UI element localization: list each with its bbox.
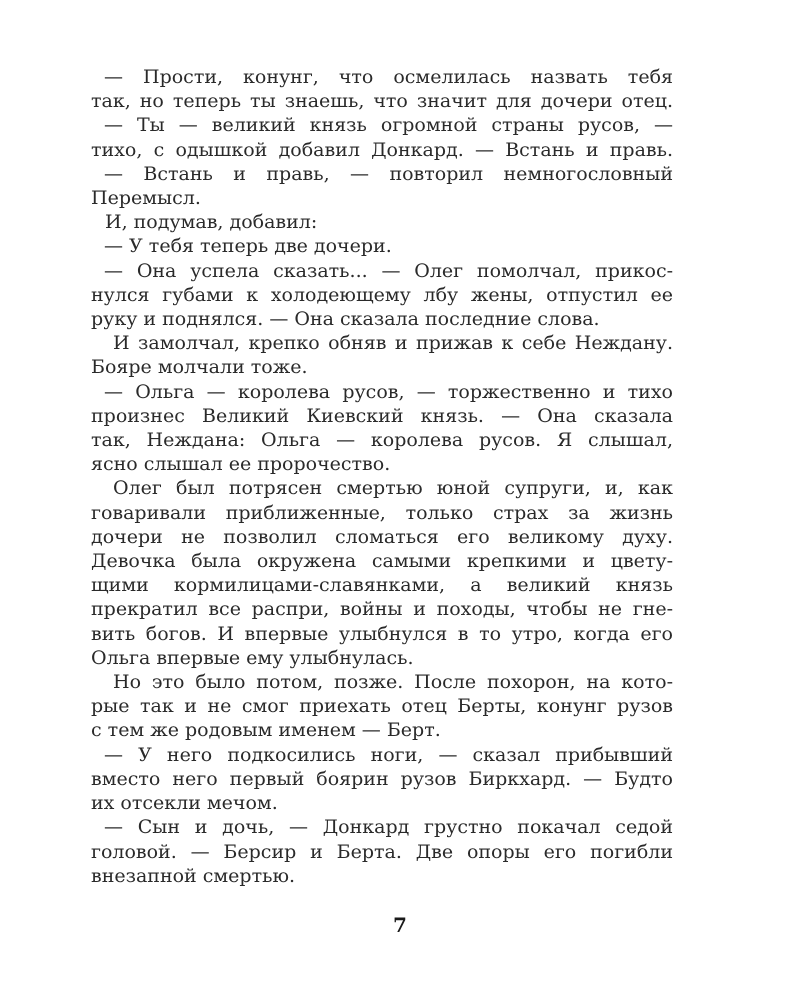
- text-line: их отсекли мечом.: [91, 792, 278, 815]
- text-line: внезапной смертью.: [91, 864, 296, 887]
- text-line: так, Неждана: Ольга — королева русов. Я слышал,: [91, 429, 673, 452]
- text-line: — Прости, конунг, что осмелилась назвать тебя: [104, 66, 673, 88]
- text-line: дочери не позволил сломаться его великому духу.: [91, 525, 673, 548]
- text-line: руку и поднялся. — Она сказала последние слова.: [91, 308, 600, 331]
- text-line: И, подумав, добавил:: [105, 211, 318, 234]
- text-line: так, но теперь ты знаешь, что значит для дочери отец.: [91, 90, 673, 113]
- text-line: Ольга впервые ему улыбнулась.: [91, 646, 414, 669]
- text-line: Бояре молчали тоже.: [91, 356, 308, 379]
- text-line: Олег был потрясен смертью юной супруги, и, как: [113, 477, 673, 500]
- text-line: вить богов. И впервые улыбнулся в то утро, когда его: [91, 622, 673, 645]
- page-number: 7: [393, 913, 407, 937]
- text-line: головой. — Берсир и Берта. Две опоры его погибли: [91, 840, 673, 863]
- body-text: [91, 65, 673, 888]
- text-line: — Встань и правь, — повторил немногословный: [104, 162, 673, 185]
- text-line: тихо, с одышкой добавил Донкард. — Встань и правь.: [91, 138, 673, 161]
- text-line: вместо него первый боярин рузов Биркхард. — Будто: [91, 767, 673, 790]
- text-line: говаривали приближенные, только страх за жизнь: [91, 501, 673, 524]
- text-line: прекратил все распри, войны и походы, чтобы не гне-: [91, 598, 673, 621]
- text-line: — Она успела сказать... — Олег помолчал, прикос-: [104, 259, 673, 282]
- text-line: — Ольга — королева русов, — торжественно и тихо: [104, 380, 673, 403]
- text-line: Перемысл.: [91, 187, 201, 210]
- text-line: ясно слышал ее пророчество.: [91, 453, 391, 476]
- text-line: — У него подкосились ноги, — сказал прибывший: [104, 743, 673, 766]
- text-line: щими кормилицами-славянками, а великий князь: [91, 574, 673, 597]
- text-line: Но это было потом, позже. После похорон, на кото-: [113, 671, 673, 694]
- text-line: И замолчал, крепко обняв и прижав к себе Неждану.: [113, 332, 673, 355]
- text-line: произнес Великий Киевский князь. — Она сказала: [91, 404, 673, 427]
- text-line: нулся губами к холодеющему лбу жены, отпустил ее: [91, 283, 673, 306]
- text-line: рые так и не смог приехать отец Берты, конунг рузов: [91, 695, 673, 718]
- text-line: Девочка была окружена самыми крепкими и цвету-: [91, 550, 673, 573]
- text-line: — Сын и дочь, — Донкард грустно покачал седой: [104, 816, 673, 839]
- text-line: с тем же родовым именем — Берт.: [91, 719, 441, 742]
- text-line: — Ты — великий князь огромной страны русов, —: [104, 114, 673, 137]
- text-line: — У тебя теперь две дочери.: [104, 235, 392, 258]
